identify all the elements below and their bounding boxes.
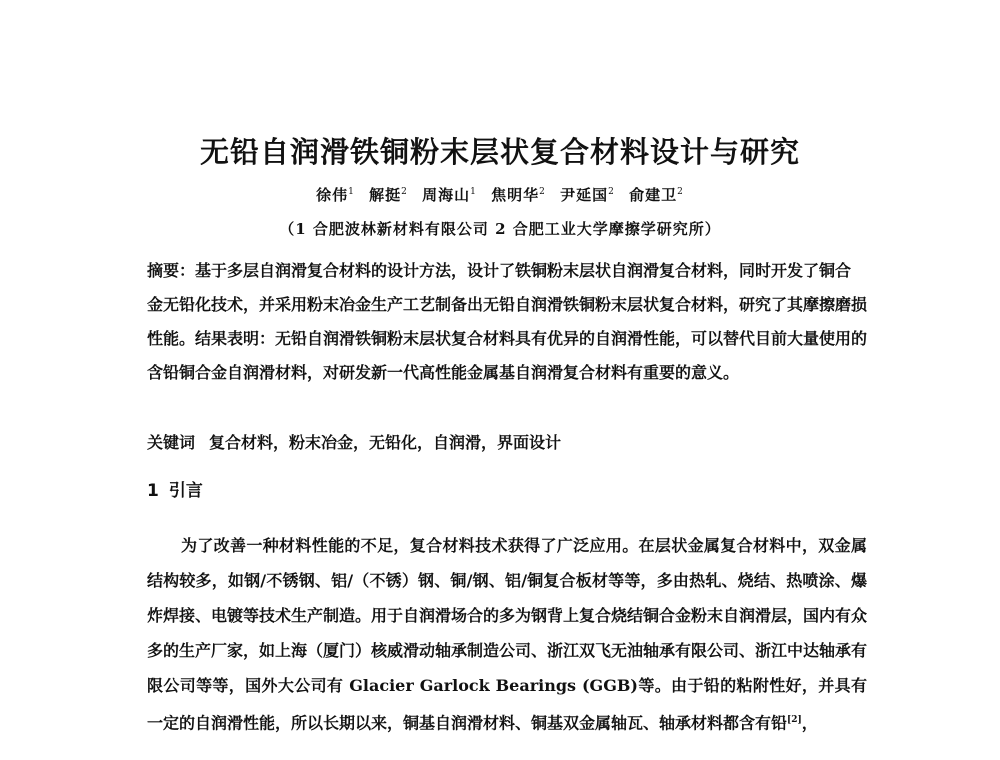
abstract-label: 摘要： xyxy=(147,261,196,280)
author-affiliation-mark: 2 xyxy=(608,187,615,197)
author xyxy=(629,186,684,204)
section-title: 引言 xyxy=(168,481,203,501)
author-name: 周海山 xyxy=(422,186,471,204)
abstract-text: 基于多层自润滑复合材料的设计方法，设计了铁铜粉末层状自润滑复合材料，同时开发了铜合金无铅化技术，并采用粉末冶金生产工艺制备出无铅自润滑铁铜粉末层状复合材料，研究了其摩擦磨损性能。结果表明：无铅自润滑铁铜粉末层状复合材料具有优异的自润滑性能，可以替代目前大量使用的含铅铜合金自润滑材料，对研发新一代高性能金属基自润滑复合材料有重要的意义。 xyxy=(147,261,868,382)
author-affiliation-mark: 2 xyxy=(401,187,408,197)
author-affiliation-mark: 2 xyxy=(539,187,546,197)
author-list xyxy=(0,184,1000,205)
paper-title: 无铅自润滑铁铜粉末层状复合材料设计与研究 xyxy=(199,135,800,169)
intro-text: 为了改善一种材料性能的不足，复合材料技术获得了广泛应用。在层状金属复合材料中，双金属结构较多，如钢/不锈钢、铝/（不锈）钢、铜/钢、铝/铜复合板材等等，多由热轧、烧结、热喷涂、爆炸焊接、电镀等技术生产制造。用于自润滑场合的多为钢背上复合烧结铜合金粉末自润滑层，国内有众多的生产厂家，如上海（厦门）核威滑动轴承制造公司、浙江双飞无油轴承有限公司、浙江中达轴承有限公司等等，国外大公司有 Glacier Garlock Bearings (GGB)等。由于铅的粘附性好，并具有一定的自润滑性能，所以长期以来，铜基自润滑材料、铜基双金属轴瓦、轴承材料都含有铅 xyxy=(147,536,868,733)
intro-paragraph xyxy=(147,528,867,740)
keywords xyxy=(147,428,867,458)
keywords-text: 复合材料，粉末冶金，无铅化，自润滑，界面设计 xyxy=(209,433,562,452)
citation: [2] xyxy=(787,715,802,725)
author xyxy=(491,186,546,204)
author xyxy=(369,186,408,204)
section-heading xyxy=(147,476,867,506)
intro-tail: ， xyxy=(801,713,818,733)
author-name: 尹延国 xyxy=(560,186,609,204)
author-name: 徐伟 xyxy=(316,186,349,204)
author-affiliation-mark: 2 xyxy=(677,187,684,197)
author-name: 俞建卫 xyxy=(629,186,678,204)
affiliation: （1 合肥波林新材料有限公司 2 合肥工业大学摩擦学研究所） xyxy=(279,220,721,238)
author-affiliation-mark: 1 xyxy=(348,187,355,197)
author-name: 焦明华 xyxy=(491,186,540,204)
author-name: 解挺 xyxy=(369,186,402,204)
author xyxy=(316,186,355,204)
author-affiliation-mark: 1 xyxy=(470,187,477,197)
author xyxy=(422,186,477,204)
abstract xyxy=(147,254,867,390)
author xyxy=(560,186,615,204)
section-number: 1 xyxy=(147,481,159,501)
keywords-label: 关键词 xyxy=(147,433,196,452)
